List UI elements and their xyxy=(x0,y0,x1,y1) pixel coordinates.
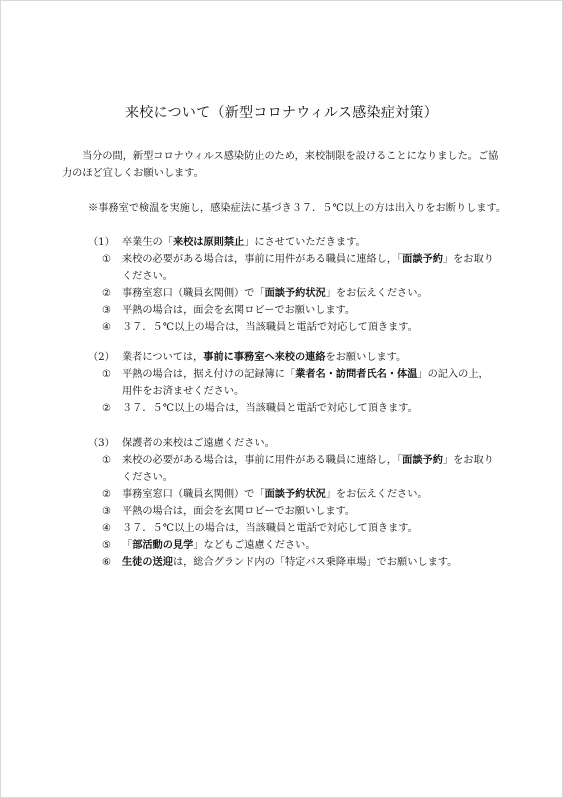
heading-text-post: 」にさせていただきます。 xyxy=(244,237,366,248)
item-line xyxy=(122,366,489,383)
item-text: 来校の必要がある場合は，事前に用件がある職員に連絡し，「 xyxy=(122,254,403,265)
list-item xyxy=(88,319,494,336)
section-heading xyxy=(88,234,494,251)
item-text: 」などもご遠慮ください。 xyxy=(193,540,316,551)
item-number: ③ xyxy=(102,305,112,316)
item-line-continued: ください。 xyxy=(122,472,173,483)
item-line: ３７．５℃以上の場合は，当該職員と電話で対応して頂きます。 xyxy=(122,523,418,534)
item-number: ① xyxy=(102,369,112,380)
list-item xyxy=(88,554,494,571)
item-number: ④ xyxy=(102,322,112,333)
section-heading-text xyxy=(122,234,366,251)
item-line: 平熱の場合は，面会を玄関ロビーでお願いします。 xyxy=(122,506,356,517)
item-text-bold: 面談予約状況 xyxy=(264,287,326,299)
item-line xyxy=(122,537,494,554)
list-item xyxy=(88,520,494,537)
item-number: ① xyxy=(102,455,112,466)
section-heading xyxy=(88,435,494,452)
item-text-bold: 部活動の見学 xyxy=(132,539,194,551)
item-text: 」をお伝えください。 xyxy=(325,288,428,299)
list-item xyxy=(88,366,489,400)
section-graduates xyxy=(88,234,494,336)
item-text-bold: 業者名・訪問者氏名・体温 xyxy=(295,368,418,380)
section-heading xyxy=(88,349,489,366)
item-text: 」をお取り xyxy=(442,254,494,265)
item-text-bold: 生徒の送迎 xyxy=(122,556,173,568)
item-text: 」をお伝えください。 xyxy=(325,489,428,500)
item-number: ② xyxy=(102,489,112,500)
item-text: 」をお取り xyxy=(442,455,494,466)
list-item xyxy=(88,251,494,285)
item-line: 平熱の場合は，面会を玄関ロビーでお願いします。 xyxy=(122,305,356,316)
section-heading-text: 保護者の来校はご遠慮ください。 xyxy=(122,438,275,449)
heading-text-pre: 業者については， xyxy=(122,352,204,363)
list-item xyxy=(88,452,494,486)
item-number: ⑥ xyxy=(102,557,112,568)
item-text: 「 xyxy=(122,540,133,551)
heading-text-post: をお願いします。 xyxy=(325,352,407,363)
temperature-note: ※事務室で検温を実施し，感染症法に基づき３７．５℃以上の方は出入りをお断りします。 xyxy=(88,203,507,214)
item-number: ② xyxy=(102,288,112,299)
item-line xyxy=(122,251,494,268)
item-line xyxy=(122,554,494,571)
item-text: 事務室窓口（職員玄関側）で「 xyxy=(122,288,265,299)
item-text: 来校の必要がある場合は，事前に用件がある職員に連絡し，「 xyxy=(122,455,403,466)
intro-paragraph: 当分の間，新型コロナウィルス感染防止のため，来校制限を設けることになりました。ご協力のほど宜しくお願いします。 xyxy=(62,151,499,179)
section-parents xyxy=(88,435,494,571)
heading-text-bold: 来校は原則禁止 xyxy=(172,236,245,248)
item-line: ３７．５℃以上の場合は，当該職員と電話で対応して頂きます。 xyxy=(122,322,418,333)
item-line: ３７．５℃以上の場合は，当該職員と電話で対応して頂きます。 xyxy=(122,403,418,414)
list-item xyxy=(88,486,494,503)
heading-text-bold: 事前に事務室へ来校の連絡 xyxy=(203,351,326,363)
item-number: ③ xyxy=(102,506,112,517)
list-item xyxy=(88,503,494,520)
item-number: ② xyxy=(102,403,112,414)
list-item xyxy=(88,400,489,417)
document-title: 来校について（新型コロナウィルス感染症対策） xyxy=(124,105,439,121)
item-line-continued: ください。 xyxy=(122,271,173,282)
item-number: ④ xyxy=(102,523,112,534)
item-number: ⑤ xyxy=(102,540,112,551)
list-item xyxy=(88,302,494,319)
item-line-continued: 用件をお済ませください。 xyxy=(122,386,245,397)
heading-text-pre: 卒業生の「 xyxy=(122,237,173,248)
item-line xyxy=(122,486,494,503)
item-text-bold: 面談予約 xyxy=(402,454,443,466)
item-text: は，総合グランド内の「特定バス乗降車場」でお願いします。 xyxy=(172,557,458,568)
section-vendors xyxy=(88,349,489,417)
list-item xyxy=(88,285,494,302)
item-number: ① xyxy=(102,254,112,265)
section-heading-text xyxy=(122,349,406,366)
item-text: 事務室窓口（職員玄関側）で「 xyxy=(122,489,265,500)
item-text: 」の記入の上， xyxy=(417,369,489,380)
item-line xyxy=(122,452,494,469)
section-number: （2） xyxy=(88,352,115,363)
item-line xyxy=(122,285,494,302)
section-number: （3） xyxy=(88,438,115,449)
item-text-bold: 面談予約状況 xyxy=(264,488,326,500)
section-number: （1） xyxy=(88,237,115,248)
list-item xyxy=(88,537,494,554)
item-text: 平熱の場合は，据え付けの記録簿に「 xyxy=(122,369,296,380)
item-text-bold: 面談予約 xyxy=(402,253,443,265)
